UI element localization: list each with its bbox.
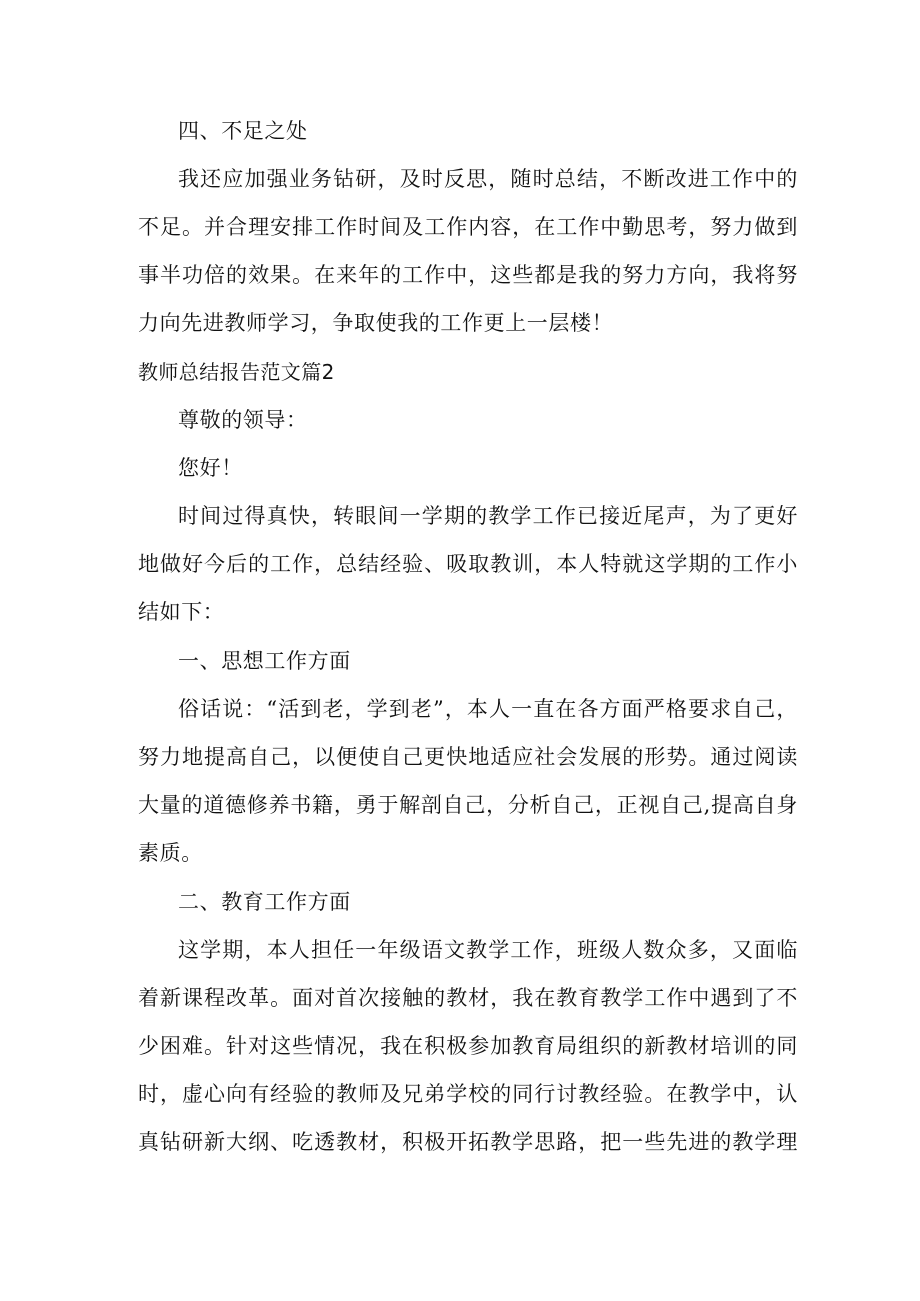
paragraph-line: 努力地提高自己，以便使自己更快地适应社会发展的形势。通过阅读 bbox=[138, 745, 798, 769]
paragraph-line: 着新课程改革。面对首次接触的教材，我在教育教学工作中遇到了不 bbox=[138, 986, 798, 1010]
paragraph-line: 力向先进教师学习，争取使我的工作更上一层楼！ bbox=[138, 311, 614, 335]
paragraph-line: 俗话说：“活到老，学到老”，本人一直在各方面严格要求自己， bbox=[178, 697, 798, 721]
section-heading-shortcomings: 四、不足之处 bbox=[178, 119, 308, 143]
paragraph-line: 素质。 bbox=[138, 841, 203, 865]
paragraph-line: 真钻研新大纲、吃透教材，积极开拓教学思路，把一些先进的教学理 bbox=[138, 1130, 798, 1154]
paragraph-line: 时间过得真快，转眼间一学期的教学工作已接近尾声，为了更好 bbox=[178, 504, 798, 528]
paragraph-line: 这学期，本人担任一年级语文教学工作，班级人数众多，又面临 bbox=[178, 938, 798, 962]
section-heading-ideology: 一、思想工作方面 bbox=[178, 649, 351, 673]
salutation: 尊敬的领导： bbox=[178, 408, 308, 432]
paragraph-line: 我还应加强业务钻研，及时反思，随时总结，不断改进工作中的 bbox=[178, 167, 798, 191]
paragraph-line: 不足。并合理安排工作时间及工作内容，在工作中勤思考，努力做到 bbox=[138, 215, 798, 239]
paragraph-line: 大量的道德修养书籍，勇于解剖自己，分析自己，正视自己,提高自身 bbox=[138, 793, 798, 817]
greeting: 您好！ bbox=[178, 456, 243, 480]
paragraph-line: 事半功倍的效果。在来年的工作中，这些都是我的努力方向，我将努 bbox=[138, 263, 798, 287]
section-heading-education: 二、教育工作方面 bbox=[178, 890, 351, 914]
paragraph-line: 时，虚心向有经验的教师及兄弟学校的同行讨教经验。在教学中，认 bbox=[138, 1082, 798, 1106]
paragraph-line: 结如下： bbox=[138, 600, 225, 624]
article-title: 教师总结报告范文篇2 bbox=[138, 360, 335, 384]
paragraph-line: 地做好今后的工作，总结经验、吸取教训，本人特就这学期的工作小 bbox=[138, 552, 798, 576]
paragraph-line: 少困难。针对这些情况，我在积极参加教育局组织的新教材培训的同 bbox=[138, 1034, 798, 1058]
